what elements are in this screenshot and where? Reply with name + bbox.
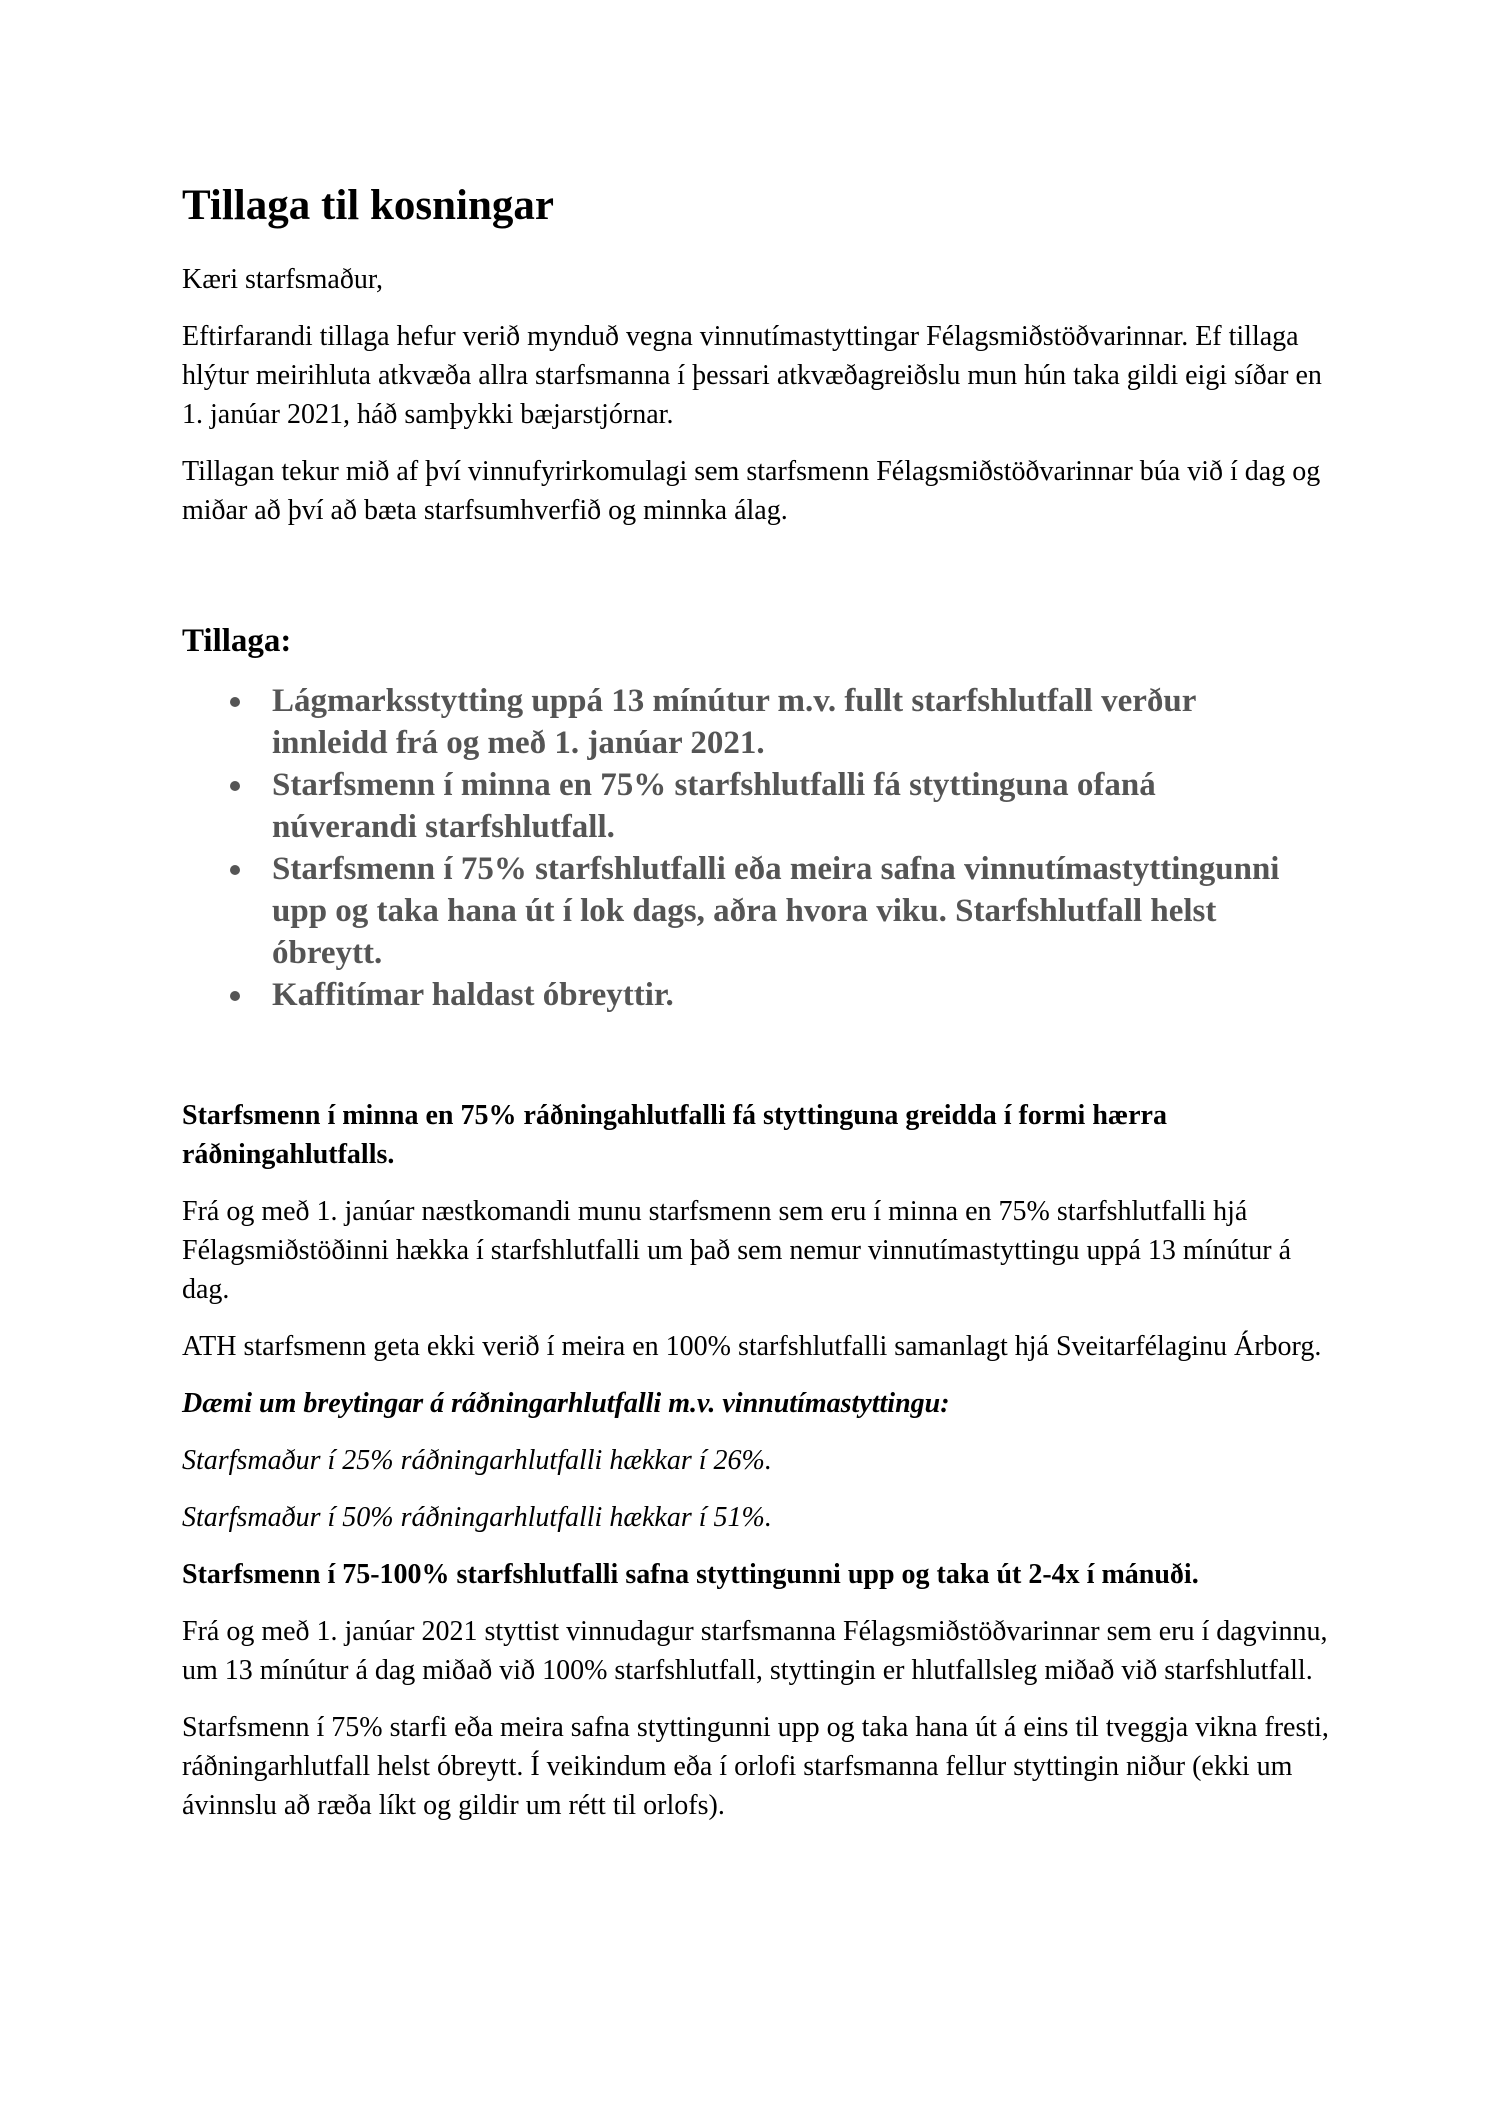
proposal-item (272, 974, 1292, 1016)
section2-heading: Starfsmenn í 75-100% starfshlutfalli safna styttingunni upp og taka út 2-4x í mánuði. (182, 1559, 1199, 1591)
salutation: Kæri starfsmaður, (182, 263, 384, 295)
proposal-item (272, 680, 1292, 764)
document-content (182, 180, 1342, 1843)
proposal-item-text: Starfsmenn í minna en 75% starfshlutfalli fá styttinguna ofaná núverandi starfshlutfall. (272, 767, 1156, 846)
document-title: Tillaga til kosningar (182, 182, 554, 229)
spacer (182, 1016, 1342, 1096)
section2-paragraph: Frá og með 1. janúar 2021 styttist vinnudagur starfsmanna Félagsmiðstöðvarinnar sem eru í dagvinnu, um 13 mínútur á dag miðað við 100% starfshlutfall, styttingin er hlutfallsleg miðað við starfshlutfall. (182, 1616, 1328, 1687)
proposal-heading: Tillaga: (182, 622, 292, 659)
section1-paragraph: Frá og með 1. janúar næstkomandi munu starfsmenn sem eru í minna en 75% starfshlutfalli hjá Félagsmiðstöðinni hækka í starfshlutfalli um það sem nemur vinnutímastyttingu uppá 13 mínútur á dag. (182, 1196, 1291, 1306)
section2-paragraph: Starfsmenn í 75% starfi eða meira safna styttingunni upp og taka hana út á eins til tveggja vikna fresti, ráðningarhlutfall helst óbreytt. Í veikindum eða í orlofi starfsmanna fellur styttingin niður (ekki um ávinnslu að ræða líkt og gildir um rétt til orlofs). (182, 1712, 1329, 1822)
proposal-item (272, 764, 1292, 848)
intro-paragraph: Eftirfarandi tillaga hefur verið mynduð vegna vinnutímastyttingar Félagsmiðstöðvarinnar. Ef tillaga hlýtur meirihluta atkvæða allra starfsmanna í þessari atkvæðagreiðslu mun hún taka gildi eigi síðar en 1. janúar 2021, háð samþykki bæjarstjórnar. (182, 320, 1322, 430)
proposal-item-text: Lágmarksstytting uppá 13 mínútur m.v. fullt starfshlutfall verður innleidd frá og með 1. janúar 2021. (272, 683, 1196, 762)
proposal-item (272, 848, 1292, 974)
example-line: Starfsmaður í 50% ráðningarhlutfalli hækkar í 51%. (182, 1502, 772, 1534)
intro-paragraph: Tillagan tekur mið af því vinnufyrirkomulagi sem starfsmenn Félagsmiðstöðvarinnar búa við í dag og miðar að því að bæta starfsumhverfið og minnka álag. (182, 455, 1321, 526)
proposal-item-text: Kaffitímar haldast óbreyttir. (272, 977, 674, 1014)
bullet-icon (230, 781, 240, 791)
example-heading: Dæmi um breytingar á ráðningarhlutfalli m.v. vinnutímastyttingu: (182, 1388, 950, 1420)
section1-heading: Starfsmenn í minna en 75% ráðningahlutfalli fá styttinguna greidda í formi hærra ráðningahlutfalls. (182, 1100, 1167, 1171)
bullet-icon (230, 865, 240, 875)
example-line: Starfsmaður í 25% ráðningarhlutfalli hækkar í 26%. (182, 1445, 772, 1477)
proposal-list (182, 680, 1342, 1016)
bullet-icon (230, 697, 240, 707)
bullet-icon (230, 991, 240, 1001)
spacer (182, 548, 1342, 620)
proposal-item-text: Starfsmenn í 75% starfshlutfalli eða meira safna vinnutímastyttingunni upp og taka hana út í lok dags, aðra hvora viku. Starfshlutfall helst óbreytt. (272, 851, 1280, 972)
section1-paragraph: ATH starfsmenn geta ekki verið í meira en 100% starfshlutfalli samanlagt hjá Sveitarfélaginu Árborg. (182, 1331, 1322, 1363)
